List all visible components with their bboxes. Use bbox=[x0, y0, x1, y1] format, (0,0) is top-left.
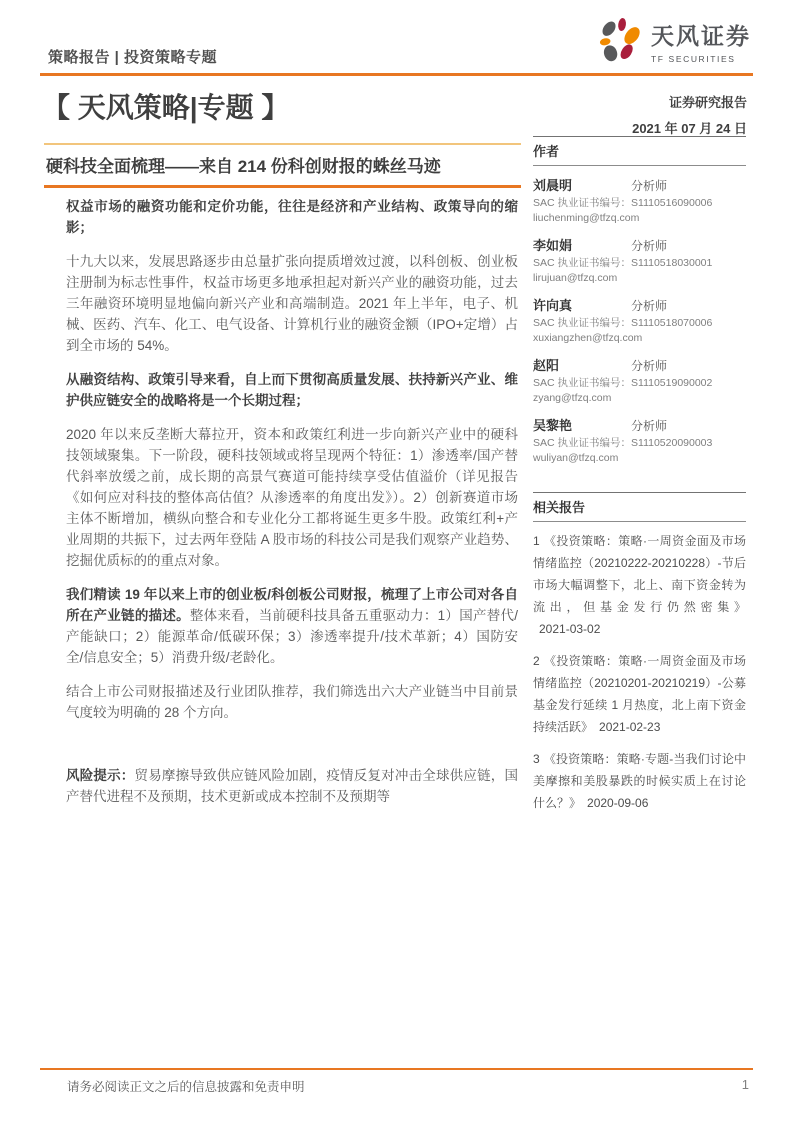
related-report-index: 3 bbox=[533, 752, 540, 766]
author-name: 刘晨明 bbox=[533, 178, 573, 193]
body-paragraph: 从融资结构、政策引导来看，自上而下贯彻高质量发展、扶持新兴产业、维护供应链安全的战略将是一个长期过程； bbox=[66, 372, 518, 408]
page-title: 【 天风策略|专题 】 bbox=[42, 92, 290, 123]
related-report-item bbox=[533, 530, 746, 640]
author-sac-number: SAC 执业证书编号：S1110520090003 bbox=[533, 437, 713, 449]
author-sac-number: SAC 执业证书编号：S1110519090002 bbox=[533, 377, 713, 389]
logo-name: 天风证券 bbox=[651, 23, 751, 49]
author-name: 李如娟 bbox=[533, 238, 573, 253]
header-divider bbox=[40, 73, 753, 76]
page-number: 1 bbox=[741, 1077, 749, 1092]
report-meta bbox=[632, 92, 747, 137]
report-category: 策略报告 | 投资策略专题 bbox=[48, 49, 218, 66]
author-sac-number: SAC 执业证书编号：S1110518030001 bbox=[533, 257, 713, 269]
author-email-link[interactable]: lirujuan@tfzq.com bbox=[533, 272, 618, 284]
logo-petals-icon bbox=[596, 14, 642, 68]
author-email-link[interactable]: wuliyan@tfzq.com bbox=[533, 452, 619, 464]
author-name: 许向真 bbox=[533, 298, 573, 313]
author-role: 分析师 bbox=[631, 239, 668, 253]
author-email-link[interactable]: xuxiangzhen@tfzq.com bbox=[533, 332, 643, 344]
related-report-item bbox=[533, 748, 746, 814]
report-sidebar bbox=[533, 136, 746, 824]
related-report-date: 2021-03-02 bbox=[539, 622, 601, 636]
related-report-date: 2021-02-23 bbox=[599, 720, 661, 734]
author-item bbox=[533, 415, 746, 466]
tf-securities-logo bbox=[596, 14, 751, 68]
author-item bbox=[533, 355, 746, 406]
report-date: 2021 年 07 月 24 日 bbox=[632, 121, 747, 136]
footer-divider bbox=[40, 1068, 753, 1070]
related-reports-section bbox=[533, 492, 746, 814]
logo-text bbox=[651, 18, 751, 64]
related-report-index: 2 bbox=[533, 654, 540, 668]
author-sac-number: SAC 执业证书编号：S1110518070006 bbox=[533, 317, 713, 329]
related-report-index: 1 bbox=[533, 534, 540, 548]
footer-disclaimer: 请务必阅读正文之后的信息披露和免责申明 bbox=[67, 1080, 305, 1094]
body-paragraph: 十九大以来，发展思路逐步由总量扩张向提质增效过渡，以科创板、创业板注册制为标志性事件，权益市场更多地承担起对新兴产业的融资功能，过去三年融资环境明显地偏向新兴产业和高端制造。2021 年上半年，电子、机械、医药、汽车、化工、电气设备、计算机行业的融资金额（IPO+定增）占到全市场的 54%。 bbox=[66, 254, 518, 353]
author-item bbox=[533, 235, 746, 286]
report-subtitle: 硬科技全面梳理——来自 214 份科创财报的蛛丝马迹 bbox=[44, 143, 521, 188]
related-reports-heading: 相关报告 bbox=[533, 492, 746, 522]
risk-paragraph: 风险提示：贸易摩擦导致供应链风险加剧，疫情反复对冲击全球供应链，国产替代进程不及预期，技术更新或成本控制不及预期等 bbox=[66, 768, 518, 804]
author-email-link[interactable]: liuchenming@tfzq.com bbox=[533, 212, 640, 224]
author-role: 分析师 bbox=[631, 419, 668, 433]
body-paragraph: 我们精读 19 年以来上市的创业板/科创板公司财报，梳理了上市公司对各自所在产业链的描述。整体来看，当前硬科技具备五重驱动力：1）国产替代/产能缺口；2）能源革命/低碳环保；3）渗透率提升/技术革新；4）国防安全/信息安全；5）消费升级/老龄化。 bbox=[66, 587, 519, 665]
logo-subtitle: TF SECURITIES bbox=[651, 54, 736, 64]
report-type-label: 证券研究报告 bbox=[668, 95, 747, 110]
author-role: 分析师 bbox=[631, 299, 668, 313]
authors-heading: 作者 bbox=[533, 136, 746, 166]
author-role: 分析师 bbox=[631, 359, 668, 373]
report-body bbox=[66, 196, 518, 820]
related-report-date: 2020-09-06 bbox=[587, 796, 649, 810]
body-paragraph: 结合上市公司财报描述及行业团队推荐，我们筛选出六大产业链当中目前景气度较为明确的 28 个方向。 bbox=[66, 684, 518, 720]
author-name: 赵阳 bbox=[533, 358, 560, 373]
author-role: 分析师 bbox=[631, 179, 668, 193]
body-paragraph: 权益市场的融资功能和定价功能，往往是经济和产业结构、政策导向的缩影； bbox=[66, 199, 518, 235]
author-item bbox=[533, 295, 746, 346]
author-sac-number: SAC 执业证书编号：S1110516090006 bbox=[533, 197, 713, 209]
related-report-title: 《投资策略：策略·一周资金面及市场情绪监控（20210201-20210219）-公募基金发行延续 1 月热度，北上南下资金持续活跃》 bbox=[533, 654, 746, 734]
related-report-item bbox=[533, 650, 746, 738]
related-report-title: 《投资策略：策略·一周资金面及市场情绪监控（20210222-20210228）-节后市场大幅调整下，北上、南下资金转为流出，但基金发行仍然密集》 bbox=[533, 534, 746, 614]
related-report-title: 《投资策略：策略·专题-当我们讨论中美摩擦和美股暴跌的时候实质上在讨论什么？》 bbox=[533, 752, 746, 810]
body-paragraph: 2020 年以来反垄断大幕拉开，资本和政策红利进一步向新兴产业中的硬科技领域聚集。下一阶段，硬科技领域或将呈现两个特征：1）渗透率/国产替代斜率放缓之前，成长期的高景气赛道可能持续享受估值溢价（详见报告《如何应对科技的整体高估值？从渗透率的角度出发》）。2）创新赛道市场主体不断增加，横纵向整合和专业化分工都将诞生更多牛股。政策红利+产业周期的共振下，过去两年登陆 A 股市场的科技公司是我们观察产业趋势、挖掘优质标的的重点对象。 bbox=[66, 427, 518, 568]
author-item bbox=[533, 175, 746, 226]
author-name: 吴黎艳 bbox=[533, 418, 573, 433]
author-email-link[interactable]: zyang@tfzq.com bbox=[533, 392, 612, 404]
